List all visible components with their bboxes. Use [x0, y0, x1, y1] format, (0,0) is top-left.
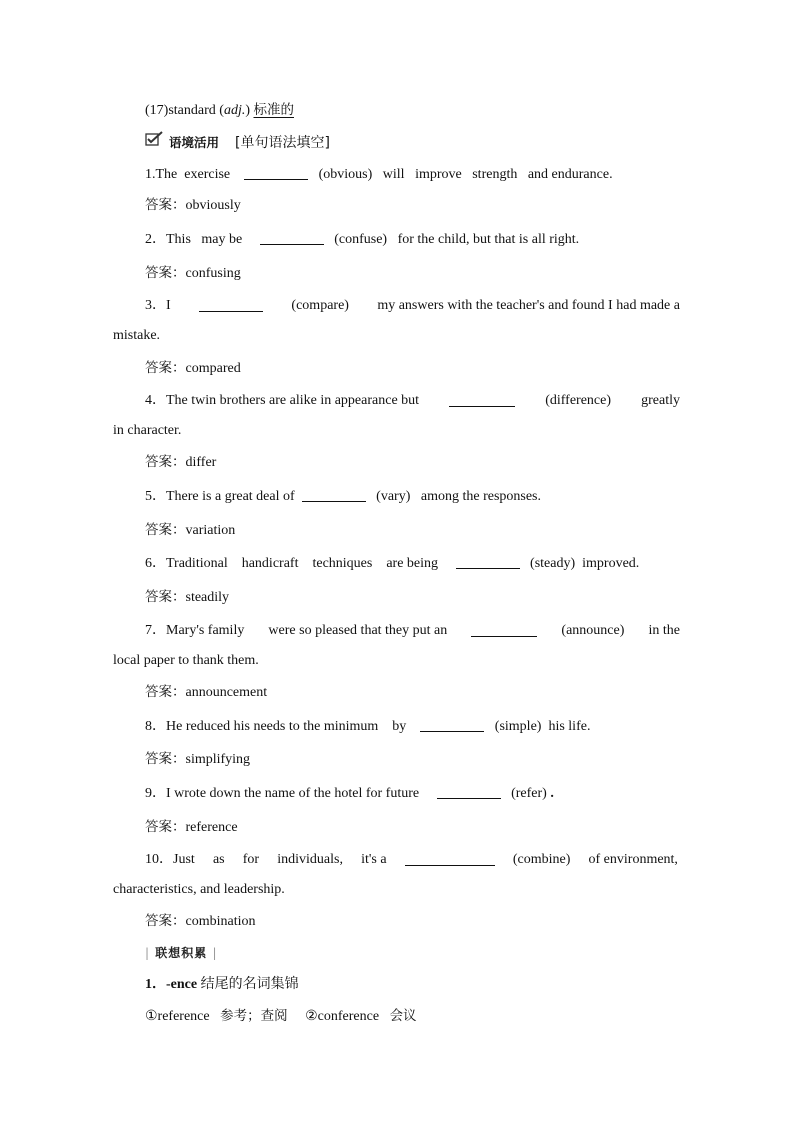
word-entry	[145, 101, 294, 120]
exercise-7-continued: local paper to thank them.	[113, 653, 259, 668]
checkmark-pencil-icon	[145, 131, 165, 152]
word-pos: (adj.)	[219, 103, 250, 118]
exercise-4: 4．The twin brothers are alike in appearance but (difference) greatly	[145, 393, 680, 408]
section-tag: | 联想积累 |	[145, 946, 218, 960]
answer-blank	[302, 487, 366, 502]
answer-blank	[244, 165, 308, 180]
answer-blank	[199, 297, 263, 312]
answer-blank	[449, 392, 515, 407]
answer-7: 答案：announcement	[145, 684, 268, 700]
answer-blank	[260, 230, 324, 245]
section-items: ①reference 参考；查阅 ②conference 会议	[145, 1008, 417, 1024]
answer-blank	[420, 717, 484, 732]
exercise-type: [单句语法填空]	[235, 134, 330, 151]
exercise-3: 3．I (compare) my answers with the teacher's and found I had made a	[145, 298, 680, 313]
exercise-10: 10．Just as for individuals, it's a (combine) of environment,	[145, 852, 678, 867]
answer-blank	[456, 554, 520, 569]
exercise-4-continued: in character.	[113, 423, 182, 438]
answer-8: 答案：simplifying	[145, 751, 251, 767]
answer-blank	[405, 851, 495, 866]
word-text: (17)standard	[145, 103, 216, 118]
answer-4: 答案：differ	[145, 454, 217, 470]
answer-blank	[471, 622, 537, 637]
answer-2: 答案：confusing	[145, 265, 241, 281]
exercise-7: 7．Mary's family were so pleased that they put an (announce) in the	[145, 623, 680, 638]
answer-6: 答案：steadily	[145, 589, 230, 605]
answer-blank	[437, 784, 501, 799]
answer-1: 答案：obviously	[145, 197, 241, 213]
exercise-9: 9．I wrote down the name of the hotel for future (refer) .	[145, 786, 554, 801]
word-meaning: 标准的	[253, 102, 294, 118]
badge-label: 语境活用	[169, 134, 220, 150]
exercise-2: 2．This may be (confuse) for the child, but that is all right.	[145, 232, 580, 247]
exercise-8: 8．He reduced his needs to the minimum by (simple) his life.	[145, 719, 591, 734]
context-badge	[145, 131, 330, 152]
answer-5: 答案：variation	[145, 522, 236, 538]
exercise-1: 1.The exercise (obvious) will improve strength and endurance.	[145, 167, 613, 182]
exercise-6: 6．Traditional handicraft techniques are being (steady) improved.	[145, 556, 640, 571]
answer-9: 答案：reference	[145, 819, 238, 835]
exercise-5: 5．There is a great deal of (vary) among the responses.	[145, 489, 542, 504]
answer-3: 答案：compared	[145, 360, 241, 376]
section-heading: 1．-ence 结尾的名词集锦	[145, 976, 299, 992]
exercise-3-continued: mistake.	[113, 328, 161, 343]
exercise-10-continued: characteristics, and leadership.	[113, 882, 285, 897]
answer-10: 答案：combination	[145, 913, 256, 929]
